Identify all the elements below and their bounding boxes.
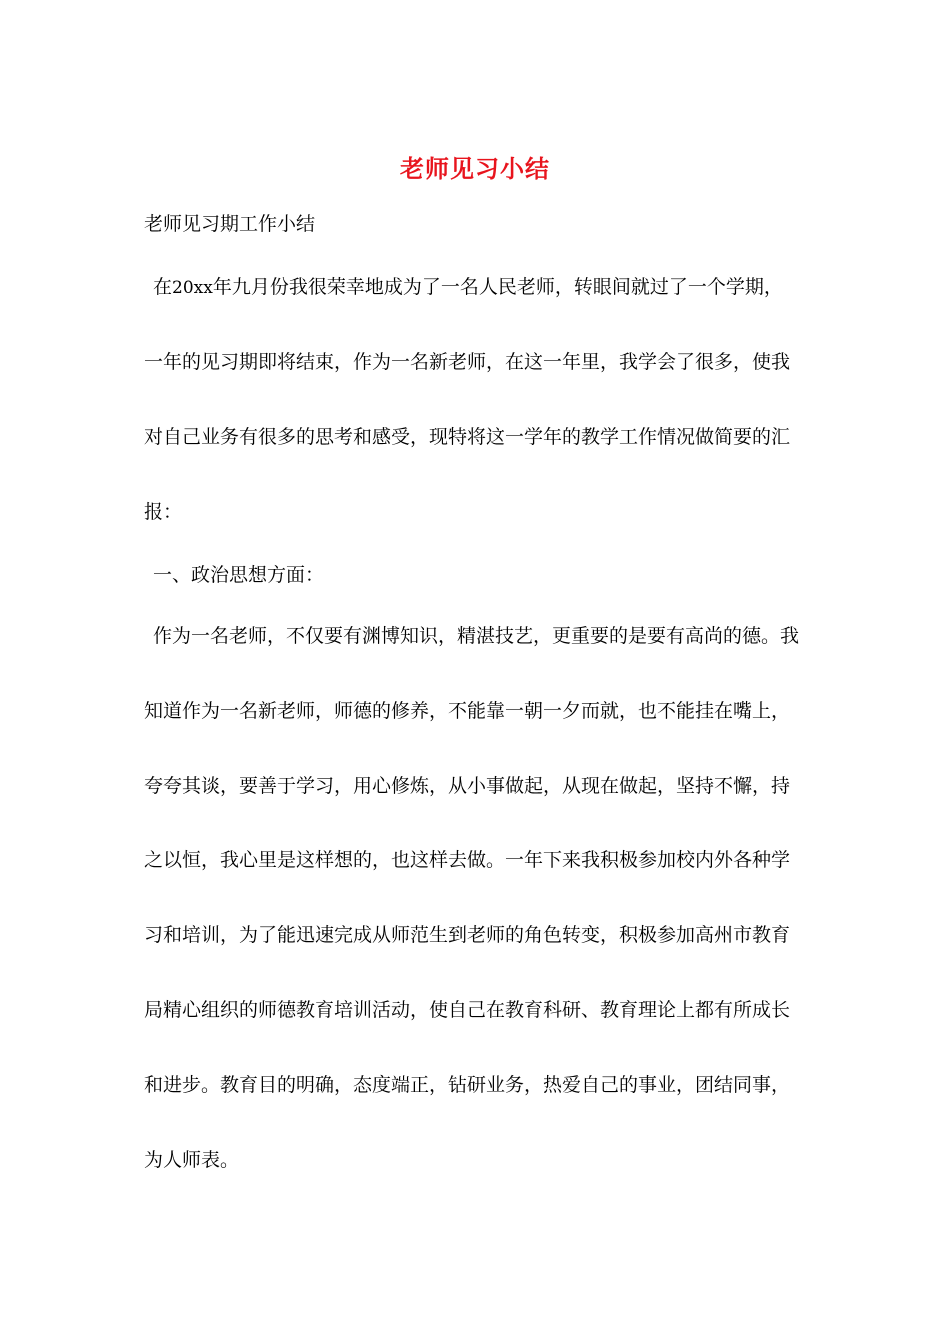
paragraph-2-line-1: 作为一名老师，不仅要有渊博知识，精湛技艺，更重要的是要有高尚的德。我	[153, 625, 800, 647]
paragraph-1-line-3: 对自己业务有很多的思考和感受，现特将这一学年的教学工作情况做简要的汇	[144, 426, 791, 448]
paragraph-1-line-1	[153, 274, 823, 301]
document-subtitle: 老师见习期工作小结	[144, 213, 316, 235]
paragraph-2-line-5: 习和培训，为了能迅速完成从师范生到老师的角色转变，积极参加高州市教育	[144, 924, 791, 946]
line-text: 在	[153, 276, 173, 298]
paragraph-2-line-8: 为人师表。	[144, 1149, 240, 1171]
line-text: 年九月份我很荣幸地成为了一名人民老师，转眼间就过了一个学期，	[212, 276, 783, 298]
paragraph-1-line-2: 一年的见习期即将结束，作为一名新老师，在这一年里，我学会了很多，使我	[144, 351, 791, 373]
year-text: 20xx	[172, 278, 213, 298]
paragraph-2-line-4: 之以恒，我心里是这样想的，也这样去做。一年下来我积极参加校内外各种学	[144, 849, 791, 871]
paragraph-2-line-2: 知道作为一名新老师，师德的修养，不能靠一朝一夕而就，也不能挂在嘴上，	[144, 700, 791, 722]
paragraph-2-line-7: 和进步。教育目的明确，态度端正，钻研业务，热爱自己的事业，团结同事，	[144, 1074, 791, 1096]
paragraph-2-line-6: 局精心组织的师德教育培训活动，使自己在教育科研、教育理论上都有所成长	[144, 999, 791, 1021]
document-title: 老师见习小结	[400, 154, 550, 183]
paragraph-2-line-3: 夸夸其谈，要善于学习，用心修炼，从小事做起，从现在做起，坚持不懈，持	[144, 775, 791, 797]
paragraph-1-line-4: 报：	[144, 501, 183, 523]
section-heading: 一、政治思想方面：	[153, 564, 325, 586]
